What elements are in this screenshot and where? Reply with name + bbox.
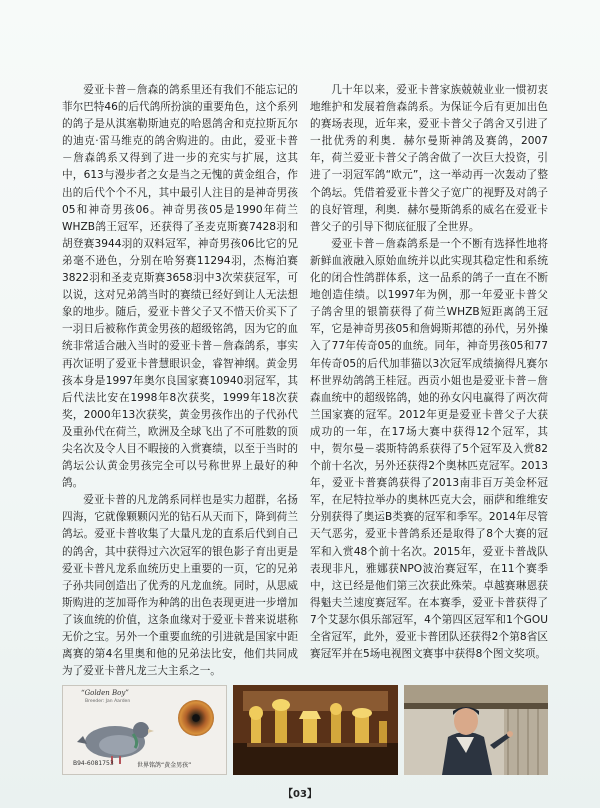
pigeon-eye-image [178,700,214,736]
golden-boy-pedigree-card [62,685,227,775]
pigeon-image [75,712,155,764]
trophies-photo [233,685,398,775]
breeder-image [404,685,548,775]
card-caption: 世界铭鸽“黄金男孩” [137,762,192,769]
card-pigeon-name: “Golden Boy” [81,689,129,697]
right-paragraph-2: 爱亚卡普－詹森鸽系是一个不断有选择性地将新鲜血液融入原始血统并以此实现其稳定性和系统化的闭合性鸽群体系，这一品系的鸽子一直在不断地创造佳绩。以1997年为例，那一年爱亚卡普父子鸽舍里的银箭获得了荷兰WHZB短距离鸽王冠军，它是神奇男孩05和詹姆斯邦德的孙代，另外操入了77年传奇05的血统。同年，神奇男孩05和77年传奇05的后代加菲猫以3次冠军成绩摘得凡赛尔杯世界幼鸽鸽王桂冠。西贡小姐也是爱亚卡普－詹森血统中的超级铭鸽，她的孙女闪电赢得了两次荷兰国家赛的冠军。2012年更是爱亚卡普父子大获成功的一年，在17场大赛中获得12个冠军，其中，贺尔曼－裘斯特鸽系获得了5个冠军及入赏82个前十名次，另外还获得2个奥林匹克冠军。2013年，爱亚卡普赛鸽获得了2013南非百万美金杯冠军，在尼特拉举办的奥林匹克大会，丽萨和维维安分别获得了奥运B类赛的冠军和季军。2014年尽管天气恶劣，爱亚卡普鸽系还是取得了8个大赛的冠军和入赏48个前十名次。2015年，爱亚卡普战队表现非凡，雅娜获NPO波治赛冠军，在11个赛季中，这已经是他们第三次获此殊荣。卓越赛琳恩获得魁夫兰速度赛冠军。在本赛季，爱亚卡普获得了7个艾瑟尔俱乐部冠军，4个第四区冠军和1个GOU全省冠军，此外，爱亚卡普团队还获得2个第8省区赛冠军并在5场电视图文赛事中获得8个图文奖项。 [310,237,548,661]
trophies-image [233,685,398,775]
card-ring-number: B94-6081753 [73,760,114,767]
photo-strip [62,685,548,775]
breeder-photo [404,685,548,775]
right-paragraph-1: 几十年以来，爱亚卡普家族兢兢业业一惯初衷地维护和发展着詹森鸽系。为保证今后有更加出色的赛场表现，近年来，爱亚卡普父子鸽舍又引进了一批优秀的利奥．赫尔曼斯神鸽及赛鸽，2007年，荷兰爱亚卡普父子鸽舍做了一次巨大投资，引进了一羽冠军鸽“欧元”，这一举动再一次轰动了整个鸽坛。凭借着爱亚卡普父子宽广的视野及对鸽子的良好管理，利奥．赫尔曼斯鸽系的威名在爱亚卡普父子的引导下彻底征服了全世界。 [310,84,548,233]
page-number: 【03】 [283,789,317,800]
left-paragraph-2: 爱亚卡普的凡龙鸽系同样也是实力超群，名扬四海，它就像颗颗闪光的钻石从天而下，降到荷兰鸽坛。爱亚卡普收集了大量凡龙的直系后代到自己的鸽舍，其中获得过六次冠军的银色影子育出更是爱亚卡普凡龙系血统历史上重要的一页，它的兄弟子孙共同创造出了优秀的凡龙血统。同时，从思威斯购进的芝加哥作为种鸽的出色表现更进一步增加了该血统的价值，这条血缘对于爱亚卡普来说堪称无价之宝。另外一个重要血统的引进就是国家中距离赛的第4名里奥和他的兄弟法比安，他们共同成为了爱亚卡普凡龙三大主系之一。 [62,494,298,678]
card-subtitle: Breeder: Jan Aarden [85,699,131,704]
left-paragraph-1: 爱亚卡普－詹森的鸽系里还有我们不能忘记的菲尔巴特46的后代鸽所扮演的重要角色，这个系列的鸽子是从淇塞勒斯迪克的哈恩鸽舍和克拉斯瓦尔的迪克·雷马维克的鸽舍购进的。由此，爱亚卡普－詹森鸽系又得到了进一步的充实与扩展，这其中，613与漫步者之女是当之无愧的黄金组合，作出的后代个个不凡，其中最引人注目的是神奇男孩05和神奇男孩06。神奇男孩05是1990年荷兰WHZB鸽王冠军，还获得了圣麦克斯赛7428羽和胡登赛3944羽的双料冠军，神奇男孩06比它的兄弟毫不逊色，分别在哈努赛11294羽，杰梅泊赛3822羽和圣麦克斯赛3658羽中3次荣获冠军，可以说，这对兄弟鸽当时的赛绩已经好到让人无法想象的地步。随后，爱亚卡普父子又不惜天价买下了一羽日后被称作黄金男孩的超级铭鸽，因为它的血统非常适合融入当时的爱亚卡普－詹森鸽系，事实再次证明了爱亚卡普慧眼识金，睿智神纲。黄金男孩本身是1997年奥尔良国家赛10940羽冠军，其后代法比安在1998年8次获奖，1999年18次获奖，2000年13次获奖，黄金男孩作出的子代孙代及重孙代在荷兰，欧洲及全球飞出了不可胜数的顶尖名次及令人目不暇接的入赏赛绩，以至于当时的鸽坛公认黄金男孩完全可以号称世界上最好的种鸽。 [62,84,298,490]
article-left-column [62,82,298,680]
article-right-column [310,82,548,663]
